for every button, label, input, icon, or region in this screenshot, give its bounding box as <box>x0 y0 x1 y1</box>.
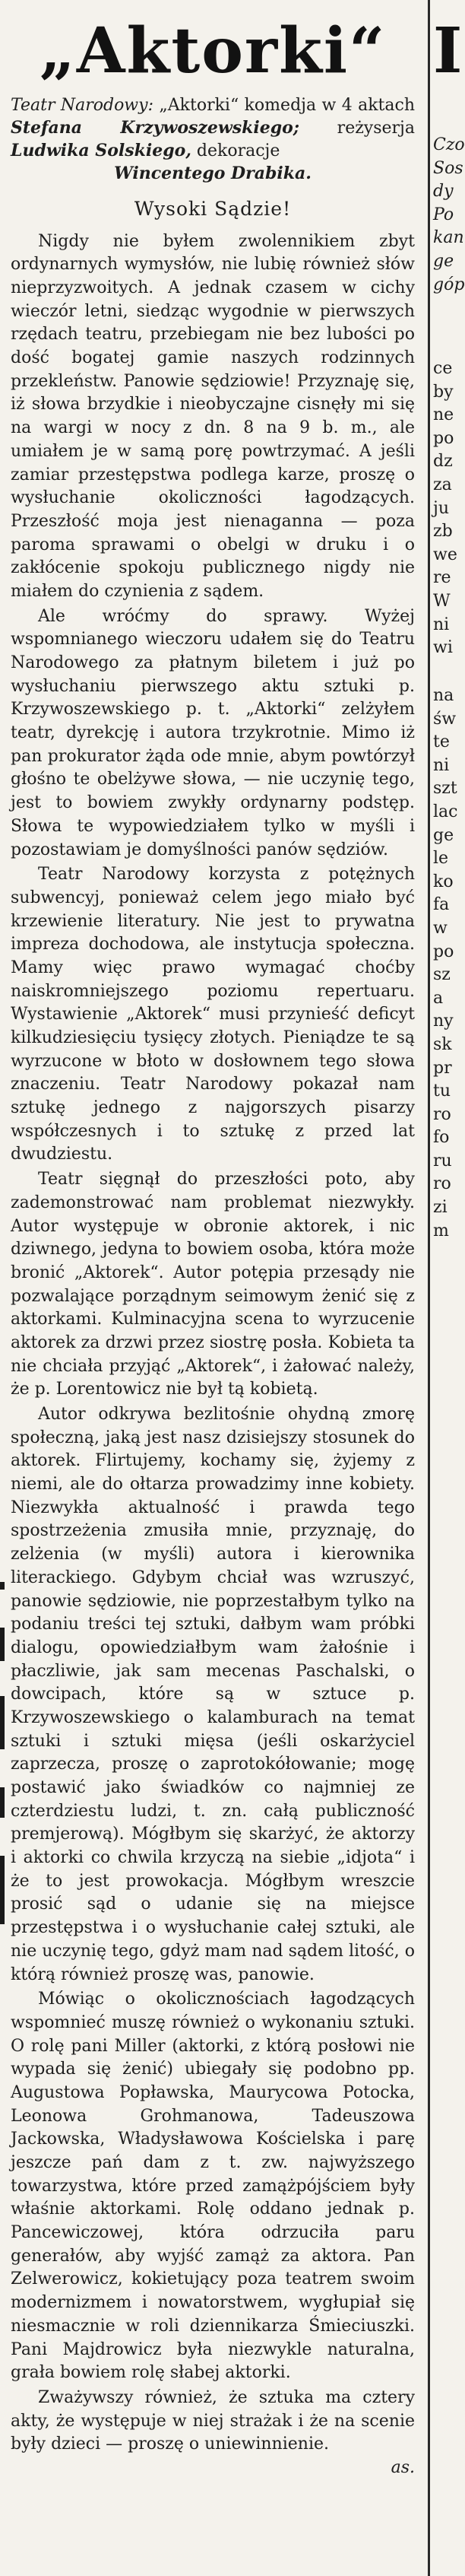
lead-venue: Teatr Narodowy: <box>11 96 153 115</box>
fragment: ko <box>433 872 454 891</box>
fragment: re <box>433 568 451 588</box>
fragment: sz <box>433 965 451 985</box>
fragment: ge <box>433 825 454 845</box>
adjacent-body-fragments-1 <box>433 357 457 660</box>
paragraph: Teatr Narodowy korzysta z potężnych subwencyj, ponieważ celem jego miało być krzewienie literatury. Nie jest to prywatna impreza dochodowa, ale instytucja społeczna. Mamy więc prawo wymagać choćby naiskromniejszego poziomu repertuaru. Wystawienie „Aktorek“ musi przynieść deficyt kilkudziesięciu tysięcy złotych. Pieniądze te są wyrzucone w błoto w dosłownem tego słowa znaczeniu. Teatr Narodowy pokazał nam sztukę jednego z najgorszych pisarzy współczesnych i to sztukę z przed lat dwudziestu. <box>11 865 415 1164</box>
fragment: dz <box>433 452 453 472</box>
paragraph: Zważywszy również, że sztuka ma cztery akty, że występuje w niej strażak i że na scenie były dzieci — proszę o uniewinnienie. <box>11 2387 415 2454</box>
fragment: ru <box>433 1151 452 1170</box>
fragment: ro <box>433 1174 451 1194</box>
fragment: po <box>433 428 454 448</box>
fragment: wi <box>433 638 453 658</box>
fragment: góp <box>433 275 465 294</box>
fragment: za <box>433 475 452 494</box>
fragment: na <box>433 686 454 705</box>
lead-text-3: dekoracje <box>191 141 280 160</box>
fragment: zb <box>433 522 453 542</box>
column-divider <box>428 0 430 2576</box>
fragment: m <box>433 1221 449 1240</box>
paragraph: Autor odkrywa bezlitośnie ohydną zmorę społeczną, jaką jest nasz dzisiejszy stosunek do aktorek. Flirtujemy, kochamy się, żyjemy z niemi, ale do ołtarza prowadzimy inne kobiety. Niezwykła aktualność i prawda tego spostrzeżenia zmusiła mnie, przyznaję, do zelżenia (w myśli) autora i kierownika literackiego. Gdybym chciał was wzruszyć, panowie sędziowie, nie poprzestałbym tylko na podaniu treści tej sztuki, dałbym wam próbki dialogu, opowiedziałbym wam żałośnie i płaczliwie, jak sam mecenas Paschalski, o dowcipach, które są w sztuce p. Krzywoszewskiego o kalamburach na temat sztuki i sztuki mięsa (jeśli oskarżyciel zaprzecza, proszę o zaprotokółowanie; mogę postawić jako świadków co najmniej ze czterdziestu ludzi, t. zn. całą publiczność premjerową). Mógłbym się skarżyć, że aktorzy i aktorki co chwila krzyczą na siebie „idjota“ i że to jest prowokacja. Mógłbym wreszcie prosić sąd o udanie się na miejsce przestępstwa i o wysłuchanie całej sztuki, ale nie uczynię tego, gdyż mam nad sądem litość, o którą również proszę was, panowie. <box>11 1405 415 1984</box>
fragment: szt <box>433 779 457 799</box>
paragraph: Mówiąc o okolicznościach łagodzących wspomnieć muszę również o wykonaniu sztuki. O rolę pani Miller (aktorki, z którą posłowi nie wypada się żenić) ubiegały się podobno pp. Augustowa Popławska, Maurycowa Potocka, Leonowa Grohmanowa, Tadeuszowa Jackowska, Władysławowa Kościelska i parę jeszcze pań dam z t. zw. najwyższego towarzystwa, które przed zamążpójściem były właśnie aktorkami. Rolę oddano jednak p. Pancewiczowej, która odrzuciła paru generałów, aby wyjść zamąż za aktora. Pan Zelwerowicz, kokietujący poza teatrem swoim modernizmem i nowatorstwem, wygłupiał się niesmacznie w roli dziennikarza Śmieciuszki. Pani Majdrowicz była niezwykle naturalna, grała bowiem rolę słabej aktorki. <box>11 1990 415 2383</box>
paragraph: Ale wróćmy do sprawy. Wyżej wspomnianego wieczoru udałem się do Teatru Narodowego za płatnym biletem i już po wysłuchaniu pierwszego aktu sztuki p. Krzywoszewskiego p. t. „Aktorki“ zelżyłem teatr, dyrekcję i autora trzykrotnie. Mimo iż pan prokurator żąda ode mnie, abym powtórzył głośno te obelżywe słowa, — nie uczynię tego, jest to bowiem zwykły ordynarny podstęp. Słowa te wypowiedziałem tylko w myśli i pozostawiam je domyślności panów sędziów. <box>11 606 415 859</box>
fragment: zi <box>433 1198 448 1218</box>
fragment: kan <box>433 228 464 248</box>
fragment: ce <box>433 359 453 378</box>
print-mark <box>0 1787 5 1818</box>
fragment: Po <box>433 205 454 224</box>
fragment: ju <box>433 498 449 518</box>
fragment: W <box>433 591 451 611</box>
lead-text-1: „Aktorki“ komedja w 4 aktach <box>153 96 415 115</box>
article-body <box>11 230 415 2477</box>
fragment: fo <box>433 1128 450 1148</box>
article-subhead: Wysoki Sądzie! <box>134 197 292 220</box>
paragraph: Teatr sięgnął do przeszłości poto, aby zademonstrować nam problemat niezwykły. Autor występuje w obronie aktorek, i nic dziwnego, jedyna to bowiem osoba, która może bronić „Aktorek“. Autor potępia przesądy nie pozwalające porządnym seimowym żenić się z aktorkami. Kulminacyjna scena to wyrzucenie aktorek za drzwi przez siostrę posła. Kobieta ta nie chciała przyjąć „Aktorek“, i żałować należy, że p. Lorentowicz nie był tą kobietą. <box>11 1170 415 1399</box>
fragment: Czo <box>433 135 465 154</box>
fragment: Sos <box>433 158 463 178</box>
fragment: lac <box>433 802 458 821</box>
lead-designer: Wincentego Drabika. <box>114 163 312 183</box>
fragment: by <box>433 382 454 402</box>
fragment: w <box>433 918 448 938</box>
fragment: ni <box>433 615 450 634</box>
fragment: we <box>433 545 457 564</box>
fragment: te <box>433 732 450 752</box>
fragment: sk <box>433 1034 452 1054</box>
fragment: fa <box>433 895 450 915</box>
fragment: ny <box>433 1012 454 1031</box>
fragment: a <box>433 988 444 1008</box>
article-lead <box>11 94 415 186</box>
print-mark <box>0 1856 5 1924</box>
print-mark <box>0 1696 5 1749</box>
fragment: po <box>433 942 454 961</box>
fragment: dy <box>433 182 454 202</box>
fragment: le <box>433 849 449 869</box>
fragment: św <box>433 709 457 729</box>
adjacent-column <box>433 0 465 2576</box>
fragment: tu <box>433 1082 451 1101</box>
fragment: ro <box>433 1104 451 1124</box>
paragraph: Nigdy nie byłem zwolennikiem zbyt ordynarnych wymysłów, nie lubię również słów nieprzyzwoitych. A jednak czasem w cichy wieczór letni, siedząc wygodnie w pierwszych rzędach teatru, przebiegam nie bez lubości po dość bogatej gamie naszych rodzinnych przekleństw. Panowie sędziowie! Przyznaję się, iż słowa brzydkie i nieobyczajne cisnęły mi się na wargi w nocy z dn. 8 na 9 b. m., ale umiałem je w samą porę powtrzymać. A jeśli zamiar przestępstwa podlega karze, proszę o wysłuchanie okoliczności łagodzących. Przeszłość moja jest nienaganna — poza paroma sprawami o obelgi w druku i o zakłócenie spokoju publicznego nigdy nie miałem do czynienia z sądem. <box>11 231 415 601</box>
lead-author: Stefana Krzywoszewskiego; <box>11 117 299 138</box>
adjacent-headline-fragment: I <box>433 14 463 87</box>
adjacent-body-fragments-2 <box>433 684 457 1243</box>
fragment: pr <box>433 1058 452 1078</box>
print-mark <box>0 1582 5 1590</box>
fragment: ge <box>433 251 454 271</box>
fragment: ne <box>433 405 454 425</box>
fragment: ni <box>433 755 450 775</box>
article-headline: „Aktorki“ <box>39 14 387 87</box>
article-signature: as. <box>391 2457 415 2477</box>
lead-director: Ludwika Solskiego, <box>11 140 191 160</box>
print-mark <box>0 1628 5 1661</box>
lead-text-2: reżyserja <box>299 118 415 138</box>
adjacent-lead-fragments <box>433 134 465 297</box>
